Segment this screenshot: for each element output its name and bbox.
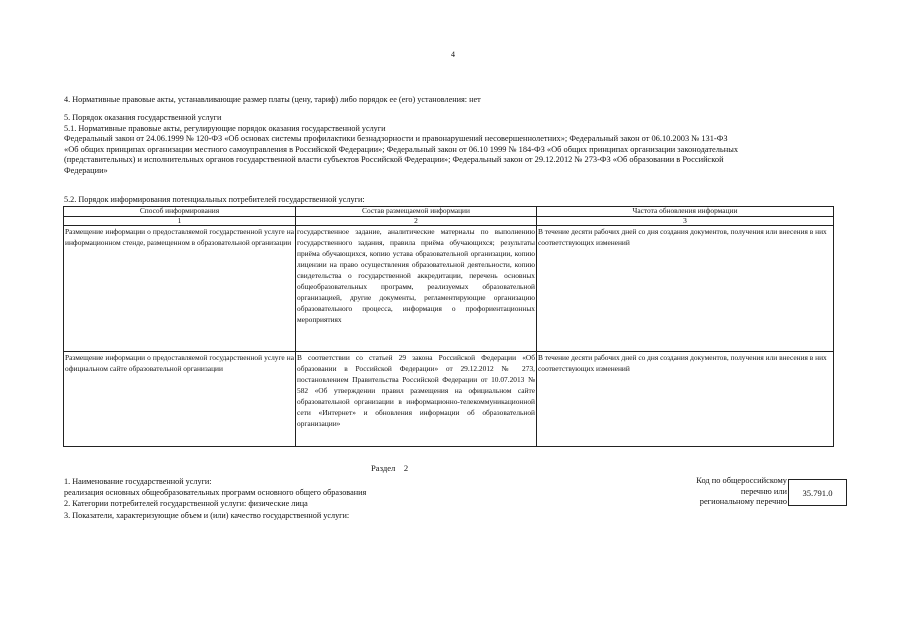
- table-number-row: [64, 216, 834, 226]
- consumer-categories: 2. Категории потребителей государственной услуги: физические лица: [64, 499, 308, 508]
- table-row: [64, 352, 834, 447]
- table-header-row: [64, 207, 834, 217]
- item-4-payment-acts: 4. Нормативные правовые акты, устанавливающие размер платы (цену, тариф) либо порядок ее (его) установления: нет: [64, 95, 481, 104]
- information-table: [63, 206, 834, 447]
- section-label: Раздел: [371, 463, 396, 473]
- cell-content: В соответствии со статьей 29 закона Российской Федерации «Об образовании в Российской Федерации» от 29.12.2012 № 273, постановлением Правительства Российской Федерации от 10.07.2013 № 582 «Об утверждении правил размещения на официальном сайте образовательной организации в информационно-телекоммуникационной сети «Интернет» и обновления информации об образовательной организации»: [296, 352, 537, 447]
- page-number: 4: [451, 50, 455, 59]
- service-name-value: реализация основных общеобразовательных программ основного общего образования: [64, 488, 367, 497]
- cell-frequency: В течение десяти рабочих дней со дня создания документов, получения или внесения в них соответствующих изменений: [537, 352, 834, 447]
- section-heading: [371, 463, 408, 473]
- laws-text: [64, 134, 854, 176]
- table-row: [64, 226, 834, 352]
- code-label-line: региональному перечню: [699, 497, 787, 506]
- header-method: Способ информирования: [64, 207, 296, 217]
- code-label-line: перечню или: [740, 486, 787, 496]
- service-name-title: 1. Наименование государственной услуги:: [64, 477, 212, 486]
- laws-line: (представительных) и исполнительных органов государственной власти субъектов Российской Федерации»; Федеральный закон от 29.12.2012 № 273-ФЗ «Об образовании в Российской: [64, 155, 724, 164]
- column-number: 3: [537, 216, 834, 226]
- cell-method: Размещение информации о предоставляемой государственной услуге на официальном сайте образовательной организации: [64, 352, 296, 447]
- code-label: [696, 476, 787, 508]
- item-5-1-title: 5.1. Нормативные правовые акты, регулирующие порядок оказания государственной услуги: [64, 123, 386, 133]
- cell-frequency: В течение десяти рабочих дней со дня создания документов, получения или внесения в них соответствующих изменений: [537, 226, 834, 352]
- column-number: 1: [64, 216, 296, 226]
- laws-line: Федеральный закон от 24.06.1999 № 120-ФЗ «Об основах системы профилактики безнадзорности и правонарушений несовершеннолетних»; Федеральный закон от 06.10.2003 № 131-ФЗ: [64, 134, 728, 143]
- cell-content: государственное задание, аналитические материалы по выполнению государственного задания, правила приёма обучающихся; результаты приёма обучающихся, копию устава образовательной организации, копию лицензии на право осуществления образовательной деятельности, копию свидетельства о государственной аккредитации, перечень основных общеобразовательных программ, реализуемых образовательной организацией, другие документы, регламентирующие организацию образовательного процесса, информация о профориентационных мероприятиях: [296, 226, 537, 352]
- code-label-line: Код по общероссийскому: [696, 476, 787, 485]
- header-content: Состав размещаемой информации: [296, 207, 537, 217]
- cell-method: Размещение информации о предоставляемой государственной услуге на информационном стенде, размещенном в образовательной организации: [64, 226, 296, 352]
- service-code-box: 35.791.0: [788, 479, 847, 506]
- item-5-2-title: 5.2. Порядок информирования потенциальных потребителей государственной услуги:: [64, 195, 365, 204]
- item-5-title: 5. Порядок оказания государственной услуги: [64, 113, 222, 122]
- header-frequency: Частота обновления информации: [537, 207, 834, 217]
- section-number: 2: [403, 463, 409, 473]
- laws-line: Федерации»: [64, 165, 108, 175]
- column-number: 2: [296, 216, 537, 226]
- indicators-title: 3. Показатели, характеризующие объем и (или) качество государственной услуги:: [64, 511, 350, 520]
- laws-line: «Об общих принципах организации местного самоуправления в Российской Федерации»; Федеральный закон от 06.10 1999 № 184-ФЗ «Об общих принципах организации законодательных: [64, 144, 739, 154]
